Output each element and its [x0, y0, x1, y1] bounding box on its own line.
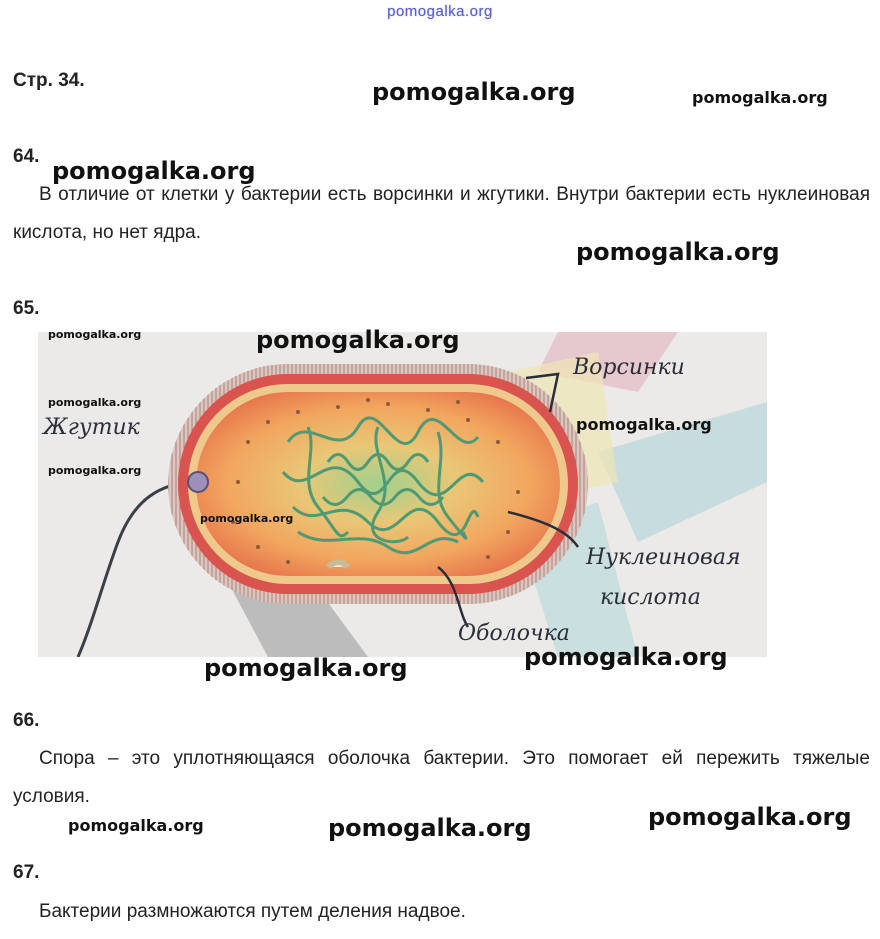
- label-shell: Оболочка: [458, 621, 570, 646]
- site-link[interactable]: pomogalka.org: [387, 3, 493, 20]
- task-number-65: 65.: [13, 298, 40, 319]
- watermark: pomogalka.org: [328, 814, 532, 842]
- cytoplasm: [196, 392, 560, 576]
- bacterium-illustration: [38, 332, 767, 657]
- watermark: pomogalka.org: [52, 157, 256, 185]
- label-flagellum: Жгутик: [43, 415, 140, 440]
- watermark: pomogalka.org: [692, 88, 828, 107]
- label-nucleic-acid-1: Нуклеиновая: [586, 545, 741, 570]
- basal-body: [188, 472, 208, 492]
- task-64-text: В отличие от клетки у бактерии есть ворсинки и жгутики. Внутри бактерии есть нуклеиновая кислота, но нет ядра.: [13, 184, 870, 243]
- task-66-text: Спора – это уплотняющаяся оболочка бактерии. Это помогает ей пережить тяжелые условия.: [13, 748, 870, 807]
- watermark: pomogalka.org: [48, 328, 142, 341]
- watermark: pomogalka.org: [576, 238, 780, 266]
- task-number-67: 67.: [13, 862, 40, 883]
- task-67-text: Бактерии размножаются путем деления надвое.: [39, 901, 466, 922]
- watermark: pomogalka.org: [256, 326, 460, 354]
- watermark: pomogalka.org: [372, 78, 576, 106]
- watermark: pomogalka.org: [524, 643, 728, 671]
- watermark: pomogalka.org: [576, 415, 712, 434]
- page-number: Стр. 34.: [13, 70, 85, 91]
- watermark: pomogalka.org: [200, 512, 294, 525]
- watermark: pomogalka.org: [68, 816, 204, 835]
- task-number-64: 64.: [13, 146, 40, 167]
- watermark: pomogalka.org: [48, 464, 142, 477]
- bacterium-drawing: [38, 332, 767, 657]
- label-nucleic-acid-2: кислота: [600, 585, 701, 610]
- watermark: pomogalka.org: [48, 396, 142, 409]
- watermark: pomogalka.org: [648, 803, 852, 831]
- task-number-66: 66.: [13, 710, 40, 731]
- watermark: pomogalka.org: [204, 654, 408, 682]
- label-villi: Ворсинки: [573, 355, 685, 380]
